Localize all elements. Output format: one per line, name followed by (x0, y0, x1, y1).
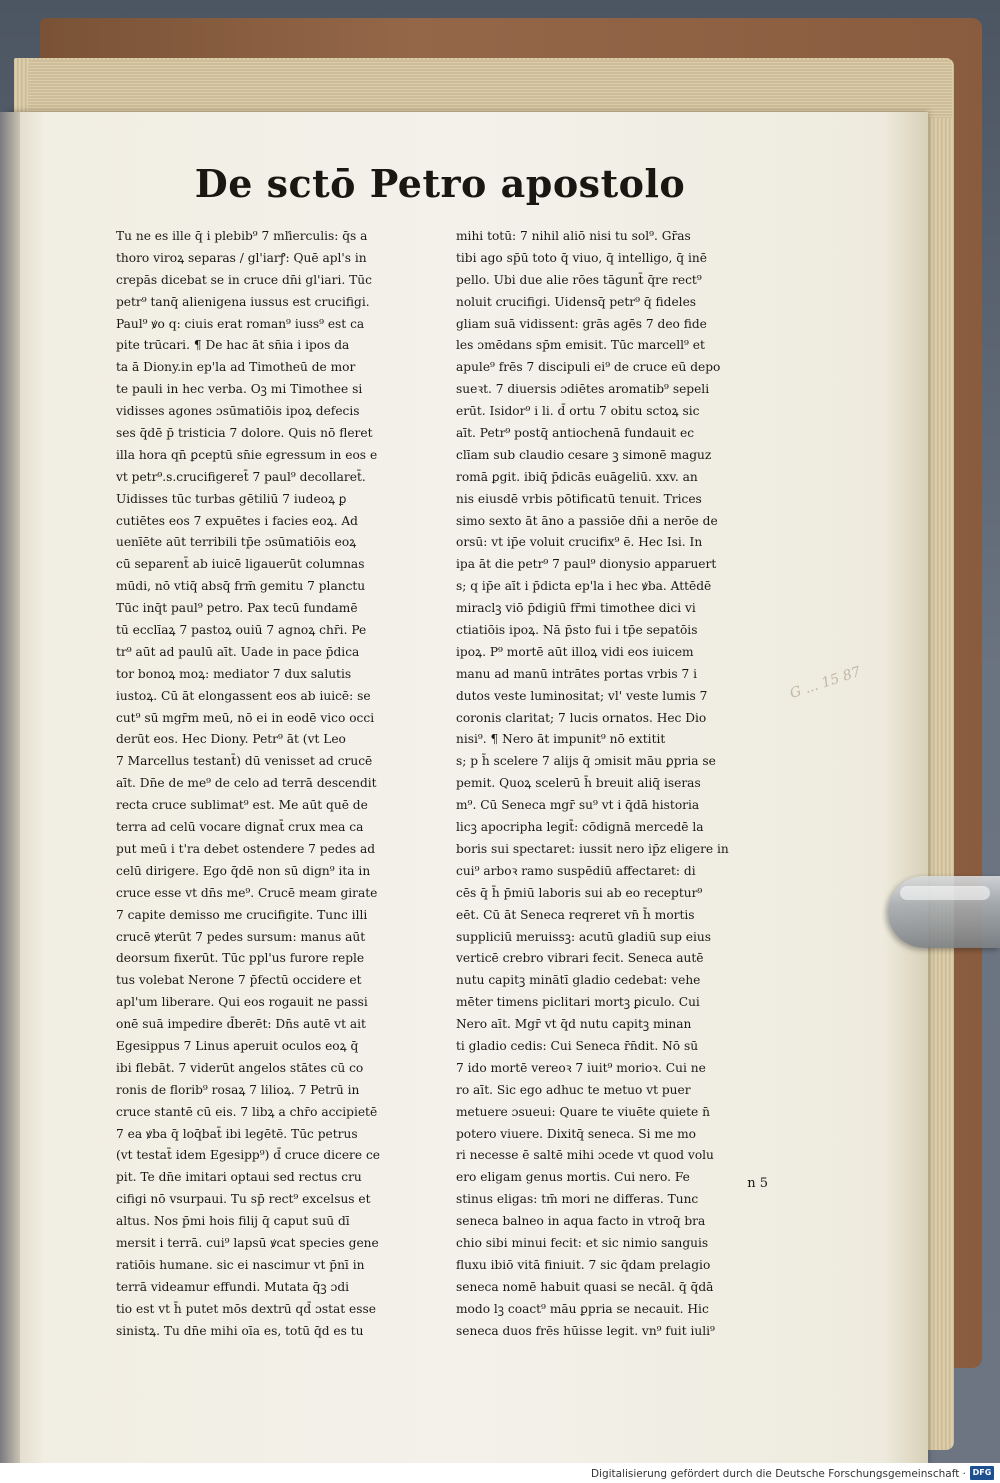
text-line: sueꝛt. 7 diuersis ɔdiētes aromatib⁹ sepeli (456, 382, 710, 397)
text-line: Tu ne es ille q̄ i plebib⁹ 7 mľierculis: q̄s a (116, 229, 368, 243)
text-line: chio sibi minui fecit: et sic nimio sanguis (456, 1235, 709, 1250)
text-line: cū separent̄ ab iuicē ligauerūt columnas (116, 557, 365, 572)
text-line: ronis de florib⁹ rosaꝝ 7 lilioꝝ. 7 Petrū in (116, 1082, 360, 1097)
text-line: noluit crucifigi. Uidensq̄ petr⁹ q̄ fideles (456, 294, 697, 309)
text-line: tr⁹ aūt ad paulū aīt. Uade in pace p̄dica (116, 644, 360, 659)
text-line: uenīēte aūt terribili tp̄e ɔsūmatiōis eoꝝ (116, 535, 357, 550)
text-line: mersit i terrā. cui⁹ lapsū ꝟcat species gene (116, 1235, 379, 1250)
text-line: terra ad celū vocare dignat̄ crux mea ca (116, 820, 364, 835)
text-line: pite trūcari. ¶ De hac āt sn̄ia i ipos da (116, 338, 350, 353)
text-line: dutos veste luminositat; vl' veste lumis 7 (456, 688, 708, 703)
text-line: erūt. Isidor⁹ i li. d̄ ortu 7 obitu sctoꝝ sic (456, 404, 700, 419)
left-text-column (116, 226, 436, 1342)
text-line: ratiōis humane. sic ei nascimur vt p̄nī in (116, 1257, 365, 1272)
text-line: m⁹. Cū Seneca mgr̄ su⁹ vt i q̄dā historia (456, 798, 700, 813)
text-line: altus. Nos p̄mi hois filij q̄ caput suū dī (116, 1214, 350, 1229)
text-line: aīt. Dn̄e de me⁹ de celo ad terrā descendit (116, 776, 377, 791)
text-line: pemit. Quoꝝ scelerū h̄ breuit aliq̄ iseras (456, 776, 701, 791)
text-line: aīt. Petr⁹ postq̄ antiochenā fundauit ec (456, 426, 695, 441)
text-line: illa hora qn̄ ꝑceptū sn̄ie egressum in eos e (116, 447, 378, 462)
text-line: crucē ꝟterūt 7 pedes sursum: manus aūt (116, 929, 366, 944)
text-line: cēs q̄ h̄ p̄miū laboris sui ab eo receptur⁹ (456, 885, 703, 900)
text-line: derūt eos. Hec Diony. Petr⁹ āt (vt Leo (116, 732, 346, 747)
text-line: put meū i t'ra debet ostendere 7 pedes ad (116, 841, 376, 856)
text-line: potero viuere. Dixitq̄ seneca. Si me mo (456, 1126, 696, 1141)
text-line: ipoꝝ. P⁹ mortē aūt illoꝝ vidi eos iuicem (456, 644, 694, 659)
text-line: romā ꝑgit. ibiq̄ p̄dicās euāgeliū. xxv. an (456, 469, 698, 484)
text-line: modo lꝫ coact⁹ māu ꝑpria se necauit. Hic (456, 1301, 709, 1316)
text-line: tibi ago sp̄ū toto q̄ viuo, q̄ intelligo, q̄ inē (456, 250, 707, 265)
text-line: manu ad manū intrātes portas vrbis 7 i (456, 666, 698, 681)
text-line: recta cruce sublimat⁹ est. Me aūt quē de (116, 798, 368, 813)
text-line: ctiatiōis ipoꝝ. Nā p̄sto fui i tp̄e sepatōis (456, 623, 698, 638)
text-line: celū dirigere. Ego q̄dē non sū dign⁹ ita in (116, 863, 371, 878)
text-line: orsū: vt ip̄e voluit crucifix⁹ ē. Hec Isi. In (456, 535, 703, 550)
text-line: apl'um liberare. Qui eos rogauit ne passi (116, 995, 368, 1010)
text-line: 7 Marcellus testant̄) dū venisset ad crucē (116, 754, 373, 769)
text-line: mūdi, nō vtiq̄ absq̄ frm̄ gemitu 7 planctu (116, 579, 366, 594)
text-line: 7 ea ꝟba q̄ loq̄bat̄ ibi legētē. Tūc petrus (116, 1126, 358, 1141)
text-line: ri necesse ē saltē mihi ɔcede vt quod volu (456, 1148, 714, 1163)
text-line: ta ā Diony.in ep'la ad Timotheū de mor (116, 360, 356, 375)
text-line: tus volebat Nerone 7 p̄fectū occidere et (116, 973, 362, 988)
text-line: cutiētes eos 7 expuētes i facies eoꝝ. Ad (116, 513, 358, 528)
text-line: gliam suā vidissent: grās agēs 7 deo fide (456, 316, 707, 331)
text-line: s; p h̄ scelere 7 alijs q̄ ɔmisit māu ꝑpria se (456, 754, 716, 769)
text-line: pit. Te dn̄e imitari optaui sed rectus cru (116, 1170, 362, 1185)
text-line: stinus eligas: tm̄ mori ne differas. Tunc (456, 1192, 699, 1207)
text-line: 7 capite demisso me crucifigite. Tunc illi (116, 907, 368, 922)
text-line: deorsum fixerūt. Tūc ppl'us furore reple (116, 951, 365, 966)
text-line: miraclꝫ viō p̄digiū fr̄mi timothee dici vi (456, 601, 696, 616)
footer-credit: Digitalisierung gefördert durch die Deutsche Forschungsgemeinschaft · (590, 1468, 966, 1480)
text-line: tor bonoꝝ moꝝ: mediator 7 dux salutis (116, 666, 352, 681)
text-line: coronis claritat; 7 lucis ornatos. Hec Dio (456, 710, 707, 725)
text-line: Egesippus 7 Linus aperuit oculos eoꝝ q̄ (116, 1038, 359, 1053)
text-line: ero eligam genus mortis. Cui nero. Fe (456, 1170, 690, 1185)
text-line: seneca balneo in aqua facto in vtroq̄ bra (456, 1214, 706, 1229)
text-line: sinistꝝ. Tu dn̄e mihi oīa es, totū q̄d es tu (116, 1323, 364, 1338)
text-line: apule⁹ frēs 7 discipuli ei⁹ de cruce eū depo (456, 360, 721, 375)
text-line: simo sexto āt āno a passiōe dn̄i a nerōe de (456, 513, 718, 528)
text-line: nis eiusdē vrbis pōtificatū tenuit. Trices (456, 491, 702, 506)
text-line: vt petr⁹.s.crucifigeret̄ 7 paul⁹ decollaret̄. (116, 469, 366, 484)
text-line: petr⁹ tanq̄ alienigena iussus est crucifigi. (116, 294, 370, 309)
text-line: (vt testat̄ idem Egesipp⁹) d̄ cruce dicere ce (116, 1148, 381, 1163)
text-line: vidisses agones ɔsūmatiōis ipoꝝ defecis (116, 404, 360, 419)
text-line: fluxu ibiō vitā finiuit. 7 sic q̄dam prelagio (456, 1257, 711, 1272)
text-line: Nero aīt. Mgr̄ vt q̄d nutu capitꝫ minan (456, 1017, 692, 1032)
text-line: Paul⁹ ꝟo q: ciuis erat roman⁹ iuss⁹ est ca (116, 316, 365, 331)
dfg-logo: DFG (970, 1466, 994, 1480)
pencil-annotation: G ... 15 87 (787, 663, 863, 702)
text-line: cut⁹ sū mgr̄m meū, nō ei in eodē vico occi (116, 710, 375, 725)
text-line: tū ecclīaꝝ 7 pastoꝝ ouiū 7 agnoꝝ chr̄i. Pe (116, 623, 367, 638)
text-line: mihi totū: 7 nihil aliō nisi tu sol⁹. Gr̄as (456, 229, 691, 243)
text-line: les ɔmēdans sp̄m emisit. Tūc marcell⁹ et (456, 338, 705, 353)
text-line: onē suā impedire d̄berēt: Dn̄s autē vt ait (116, 1017, 366, 1032)
text-line: tio est vt h̄ putet mōs dextrū qd̄ ɔstat esse (116, 1301, 376, 1316)
text-line: te pauli in hec verba. Oꝫ mi Timothee si (116, 382, 363, 397)
text-line: clīam sub claudio cesare ꝫ simonē maguz (456, 447, 712, 462)
text-line: nisi⁹. ¶ Nero āt impunit⁹ nō extitit (456, 732, 666, 747)
text-line: cui⁹ arboꝛ ramo suspēdiū affectaret: di (456, 863, 696, 878)
text-line: cruce esse vt dn̄s me⁹. Crucē meam girate (116, 885, 378, 900)
text-line: Tūc inq̄t paul⁹ petro. Pax tecū fundamē (116, 601, 358, 616)
text-line: cruce stantē cū eis. 7 libꝝ a chr̄o accipietē (116, 1104, 378, 1119)
text-line: ipa āt die petr⁹ 7 paul⁹ dionysio apparuert (456, 557, 717, 572)
text-line: ti gladio cedis: Cui Seneca r̄n̄dit. Nō sū (456, 1038, 699, 1053)
text-line: pello. Ubi due alie rōes tāgunt̄ q̄re rect⁹ (456, 272, 702, 287)
text-line: terrā videamur effundi. Mutata q̄ꝫ ɔdi (116, 1279, 350, 1294)
right-text-column (456, 226, 768, 1342)
text-line: eēt. Cū āt Seneca reqreret vn̄ h̄ mortis (456, 907, 695, 922)
text-line: s; q ip̄e aīt i p̄dicta ep'la i hec ꝟba. Attēdē (456, 579, 712, 594)
text-line: iustoꝝ. Cū āt elongassent eos ab iuicē: se (116, 688, 371, 703)
text-line: cifigi nō vsurpaui. Tu sp̄ rect⁹ excelsus et (116, 1192, 371, 1207)
text-line: mēter timens piclitari mortꝫ ꝑiculo. Cui (456, 995, 700, 1010)
text-line: Uidisses tūc turbas gētiliū 7 iudeoꝝ ꝑ (116, 491, 347, 506)
text-line: seneca nomē habuit quasi se necāl. q̄ q̄dā (456, 1279, 714, 1294)
page-stack-top (28, 60, 952, 118)
page-clip-shine (900, 886, 990, 900)
page-heading: De sctō Petro apostolo (194, 161, 686, 206)
text-line: boris sui spectaret: iussit nero ip̄z eligere in (456, 841, 729, 856)
text-line: nutu capitꝫ minātī gladio cedebat: vehe (456, 973, 701, 988)
text-line: suppliciū meruissꝫ: acutū gladiū sup eius (456, 929, 711, 944)
text-line: ses q̄dē p̄ tristicia 7 dolore. Quis nō fleret (116, 426, 373, 441)
text-line: metuere ɔsueui: Quare te viuēte quiete n̄ (456, 1104, 710, 1119)
text-line: ro aīt. Sic ego adhuc te metuo vt puer (456, 1082, 691, 1097)
text-line: crepās dicebat se in cruce dn̄i gl'iari. Tūc (116, 272, 372, 287)
signature-mark: n 5 (747, 1176, 768, 1191)
text-line: verticē crebro vibrari fecit. Seneca autē (456, 951, 704, 966)
page-spine-shadow (0, 112, 20, 1464)
text-line: ibi flebāt. 7 viderūt angelos stātes cū co (116, 1060, 364, 1075)
text-line: seneca duos frēs hūisse legit. vn⁹ fuit iuli⁹ (456, 1323, 715, 1338)
text-line: licꝫ apocripha legit̄: cōdignā mercedē la (456, 820, 704, 835)
text-line: 7 ido mortē vereoꝛ 7 iuit⁹ morioꝛ. Cui ne (456, 1060, 706, 1075)
text-line: thoro viroꝝ separas / gl'iarꝭ: Quē apl's in (116, 250, 367, 265)
